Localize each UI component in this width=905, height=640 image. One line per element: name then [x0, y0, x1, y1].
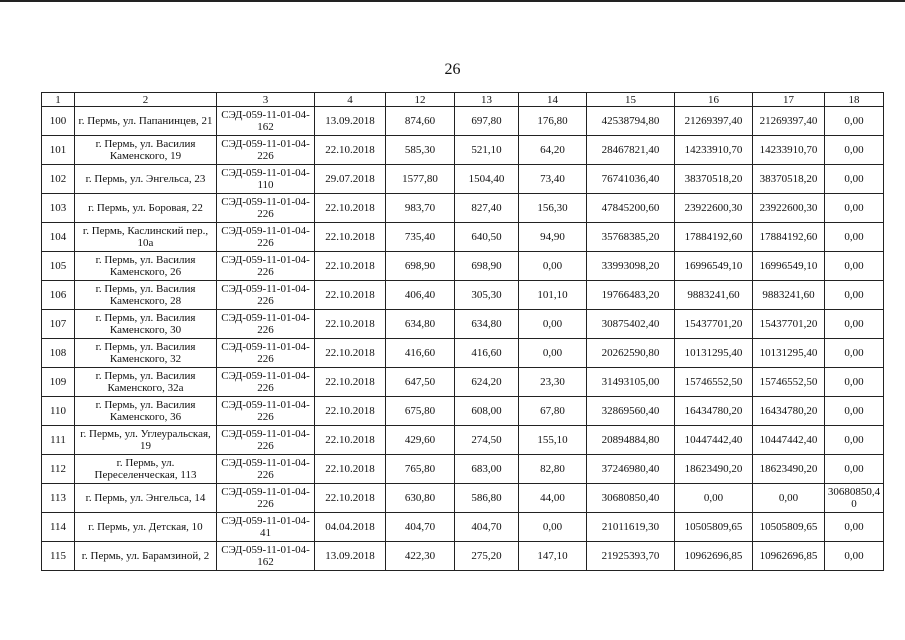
value-cell: 38370518,20: [675, 165, 753, 194]
value-cell: 147,10: [519, 542, 587, 571]
value-cell: 697,80: [455, 107, 519, 136]
table-row: [42, 513, 884, 542]
table-row: [42, 542, 884, 571]
row-number: 109: [42, 368, 75, 397]
date-cell: 22.10.2018: [315, 252, 386, 281]
value-cell: 1504,40: [455, 165, 519, 194]
value-cell: 37246980,40: [587, 455, 675, 484]
value-cell: 28467821,40: [587, 136, 675, 165]
document-number-cell: СЭД-059-11-01-04-226: [217, 223, 315, 252]
date-cell: 22.10.2018: [315, 368, 386, 397]
value-cell: 94,90: [519, 223, 587, 252]
value-cell: 15746552,50: [675, 368, 753, 397]
value-cell: 630,80: [386, 484, 455, 513]
address-cell: г. Пермь, ул. Василия Каменского, 30: [75, 310, 217, 339]
value-cell: 675,80: [386, 397, 455, 426]
value-cell: 827,40: [455, 194, 519, 223]
value-cell: 20894884,80: [587, 426, 675, 455]
value-cell: 274,50: [455, 426, 519, 455]
value-cell: 683,00: [455, 455, 519, 484]
value-cell: 35768385,20: [587, 223, 675, 252]
value-cell: 0,00: [825, 223, 884, 252]
row-number: 110: [42, 397, 75, 426]
table-row: [42, 281, 884, 310]
table-row: [42, 426, 884, 455]
value-cell: 30875402,40: [587, 310, 675, 339]
document-number-cell: СЭД-059-11-01-04-226: [217, 426, 315, 455]
row-number: 105: [42, 252, 75, 281]
value-cell: 0,00: [519, 310, 587, 339]
table-row: [42, 252, 884, 281]
value-cell: 10131295,40: [753, 339, 825, 368]
page-number: 26: [444, 61, 461, 78]
column-header: 3: [217, 93, 315, 107]
table-row: [42, 194, 884, 223]
row-number: 100: [42, 107, 75, 136]
row-number: 108: [42, 339, 75, 368]
value-cell: 422,30: [386, 542, 455, 571]
value-cell: 18623490,20: [753, 455, 825, 484]
value-cell: 521,10: [455, 136, 519, 165]
value-cell: 14233910,70: [753, 136, 825, 165]
value-cell: 21925393,70: [587, 542, 675, 571]
document-number-cell: СЭД-059-11-01-04-226: [217, 194, 315, 223]
value-cell: 10962696,85: [753, 542, 825, 571]
value-cell: 17884192,60: [753, 223, 825, 252]
value-cell: 67,80: [519, 397, 587, 426]
table-row: [42, 339, 884, 368]
value-cell: 31493105,00: [587, 368, 675, 397]
value-cell: 18623490,20: [675, 455, 753, 484]
column-header: 13: [455, 93, 519, 107]
value-cell: 10447442,40: [753, 426, 825, 455]
date-cell: 22.10.2018: [315, 281, 386, 310]
value-cell: 14233910,70: [675, 136, 753, 165]
address-cell: г. Пермь, ул. Василия Каменского, 28: [75, 281, 217, 310]
column-header: 17: [753, 93, 825, 107]
value-cell: 23922600,30: [675, 194, 753, 223]
value-cell: 698,90: [386, 252, 455, 281]
value-cell: 42538794,80: [587, 107, 675, 136]
value-cell: 10131295,40: [675, 339, 753, 368]
value-cell: 404,70: [386, 513, 455, 542]
date-cell: 13.09.2018: [315, 107, 386, 136]
value-cell: 624,20: [455, 368, 519, 397]
value-cell: 38370518,20: [753, 165, 825, 194]
row-number: 104: [42, 223, 75, 252]
date-cell: 13.09.2018: [315, 542, 386, 571]
address-cell: г. Пермь, ул. Василия Каменского, 32: [75, 339, 217, 368]
address-cell: г. Пермь, ул. Боровая, 22: [75, 194, 217, 223]
address-cell: г. Пермь, ул. Энгельса, 14: [75, 484, 217, 513]
value-cell: 0,00: [753, 484, 825, 513]
date-cell: 22.10.2018: [315, 339, 386, 368]
value-cell: 21269397,40: [753, 107, 825, 136]
address-cell: г. Пермь, ул. Переселенческая, 113: [75, 455, 217, 484]
value-cell: 10505809,65: [753, 513, 825, 542]
date-cell: 22.10.2018: [315, 223, 386, 252]
row-number: 113: [42, 484, 75, 513]
value-cell: 983,70: [386, 194, 455, 223]
value-cell: 10505809,65: [675, 513, 753, 542]
value-cell: 0,00: [825, 513, 884, 542]
value-cell: 21011619,30: [587, 513, 675, 542]
value-cell: 23,30: [519, 368, 587, 397]
table-row: [42, 107, 884, 136]
value-cell: 0,00: [825, 281, 884, 310]
value-cell: 634,80: [386, 310, 455, 339]
document-number-cell: СЭД-059-11-01-04-162: [217, 542, 315, 571]
value-cell: 33993098,20: [587, 252, 675, 281]
value-cell: 17884192,60: [675, 223, 753, 252]
date-cell: 22.10.2018: [315, 310, 386, 339]
address-cell: г. Пермь, Каслинский пер., 10а: [75, 223, 217, 252]
table-row: [42, 397, 884, 426]
column-header: 4: [315, 93, 386, 107]
document-number-cell: СЭД-059-11-01-04-226: [217, 281, 315, 310]
row-number: 112: [42, 455, 75, 484]
address-cell: г. Пермь, ул. Углеуральская, 19: [75, 426, 217, 455]
value-cell: 9883241,60: [675, 281, 753, 310]
top-border-line: [0, 0, 905, 2]
value-cell: 305,30: [455, 281, 519, 310]
row-number: 106: [42, 281, 75, 310]
column-number-row: [42, 93, 884, 107]
value-cell: 19766483,20: [587, 281, 675, 310]
document-number-cell: СЭД-059-11-01-04-226: [217, 455, 315, 484]
document-number-cell: СЭД-059-11-01-04-226: [217, 397, 315, 426]
value-cell: 0,00: [825, 194, 884, 223]
date-cell: 22.10.2018: [315, 136, 386, 165]
value-cell: 0,00: [825, 339, 884, 368]
value-cell: 0,00: [825, 107, 884, 136]
value-cell: 76741036,40: [587, 165, 675, 194]
value-cell: 0,00: [825, 368, 884, 397]
document-number-cell: СЭД-059-11-01-04-162: [217, 107, 315, 136]
value-cell: 0,00: [519, 339, 587, 368]
value-cell: 0,00: [675, 484, 753, 513]
row-number: 102: [42, 165, 75, 194]
column-header: 2: [75, 93, 217, 107]
table-row: [42, 223, 884, 252]
value-cell: 416,60: [455, 339, 519, 368]
table-row: [42, 455, 884, 484]
value-cell: 30680850,40: [587, 484, 675, 513]
value-cell: 0,00: [825, 397, 884, 426]
value-cell: 874,60: [386, 107, 455, 136]
value-cell: 404,70: [455, 513, 519, 542]
value-cell: 429,60: [386, 426, 455, 455]
table-row: [42, 368, 884, 397]
value-cell: 0,00: [825, 455, 884, 484]
value-cell: 765,80: [386, 455, 455, 484]
value-cell: 1577,80: [386, 165, 455, 194]
address-cell: г. Пермь, ул. Детская, 10: [75, 513, 217, 542]
value-cell: 82,80: [519, 455, 587, 484]
value-cell: 406,40: [386, 281, 455, 310]
row-number: 115: [42, 542, 75, 571]
value-cell: 44,00: [519, 484, 587, 513]
date-cell: 22.10.2018: [315, 397, 386, 426]
row-number: 114: [42, 513, 75, 542]
table-row: [42, 310, 884, 339]
value-cell: 176,80: [519, 107, 587, 136]
document-number-cell: СЭД-059-11-01-04-226: [217, 310, 315, 339]
address-cell: г. Пермь, ул. Папанинцев, 21: [75, 107, 217, 136]
value-cell: 21269397,40: [675, 107, 753, 136]
document-number-cell: СЭД-059-11-01-04-226: [217, 484, 315, 513]
value-cell: 0,00: [825, 542, 884, 571]
row-number: 103: [42, 194, 75, 223]
value-cell: 0,00: [825, 165, 884, 194]
column-header: 16: [675, 93, 753, 107]
value-cell: 416,60: [386, 339, 455, 368]
value-cell: 586,80: [455, 484, 519, 513]
value-cell: 275,20: [455, 542, 519, 571]
value-cell: 20262590,80: [587, 339, 675, 368]
document-number-cell: СЭД-059-11-01-04-226: [217, 339, 315, 368]
row-number: 101: [42, 136, 75, 165]
row-number: 111: [42, 426, 75, 455]
value-cell: 0,00: [825, 136, 884, 165]
date-cell: 29.07.2018: [315, 165, 386, 194]
value-cell: 608,00: [455, 397, 519, 426]
column-header: 18: [825, 93, 884, 107]
document-number-cell: СЭД-059-11-01-04-110: [217, 165, 315, 194]
value-cell: 0,00: [519, 513, 587, 542]
address-cell: г. Пермь, ул. Энгельса, 23: [75, 165, 217, 194]
column-header: 12: [386, 93, 455, 107]
value-cell: 16996549,10: [675, 252, 753, 281]
value-cell: 10447442,40: [675, 426, 753, 455]
document-number-cell: СЭД-059-11-01-04-226: [217, 368, 315, 397]
value-cell: 9883241,60: [753, 281, 825, 310]
register-table: [41, 92, 884, 571]
value-cell: 634,80: [455, 310, 519, 339]
value-cell: 0,00: [825, 426, 884, 455]
address-cell: г. Пермь, ул. Василия Каменского, 19: [75, 136, 217, 165]
column-header: 15: [587, 93, 675, 107]
address-cell: г. Пермь, ул. Барамзиной, 2: [75, 542, 217, 571]
row-number: 107: [42, 310, 75, 339]
value-cell: 47845200,60: [587, 194, 675, 223]
date-cell: 22.10.2018: [315, 194, 386, 223]
value-cell: 16996549,10: [753, 252, 825, 281]
value-cell: 735,40: [386, 223, 455, 252]
value-cell: 15437701,20: [753, 310, 825, 339]
document-number-cell: СЭД-059-11-01-04-226: [217, 252, 315, 281]
address-cell: г. Пермь, ул. Василия Каменского, 36: [75, 397, 217, 426]
date-cell: 22.10.2018: [315, 426, 386, 455]
value-cell: 156,30: [519, 194, 587, 223]
value-cell: 640,50: [455, 223, 519, 252]
value-cell: 23922600,30: [753, 194, 825, 223]
table-row: [42, 165, 884, 194]
date-cell: 04.04.2018: [315, 513, 386, 542]
value-cell: 0,00: [825, 310, 884, 339]
document-number-cell: СЭД-059-11-01-04-226: [217, 136, 315, 165]
value-cell: 16434780,20: [675, 397, 753, 426]
value-cell: 0,00: [825, 252, 884, 281]
column-header: 14: [519, 93, 587, 107]
document-number-cell: СЭД-059-11-01-04-41: [217, 513, 315, 542]
date-cell: 22.10.2018: [315, 455, 386, 484]
date-cell: 22.10.2018: [315, 484, 386, 513]
value-cell: 585,30: [386, 136, 455, 165]
value-cell: 73,40: [519, 165, 587, 194]
value-cell: 155,10: [519, 426, 587, 455]
value-cell: 10962696,85: [675, 542, 753, 571]
value-cell: 15437701,20: [675, 310, 753, 339]
value-cell: 16434780,20: [753, 397, 825, 426]
value-cell: 698,90: [455, 252, 519, 281]
value-cell: 647,50: [386, 368, 455, 397]
value-cell: 30680850,40: [825, 484, 884, 513]
value-cell: 101,10: [519, 281, 587, 310]
value-cell: 15746552,50: [753, 368, 825, 397]
table-row: [42, 136, 884, 165]
value-cell: 64,20: [519, 136, 587, 165]
value-cell: 32869560,40: [587, 397, 675, 426]
table-row: [42, 484, 884, 513]
address-cell: г. Пермь, ул. Василия Каменского, 26: [75, 252, 217, 281]
value-cell: 0,00: [519, 252, 587, 281]
column-header: 1: [42, 93, 75, 107]
address-cell: г. Пермь, ул. Василия Каменского, 32а: [75, 368, 217, 397]
